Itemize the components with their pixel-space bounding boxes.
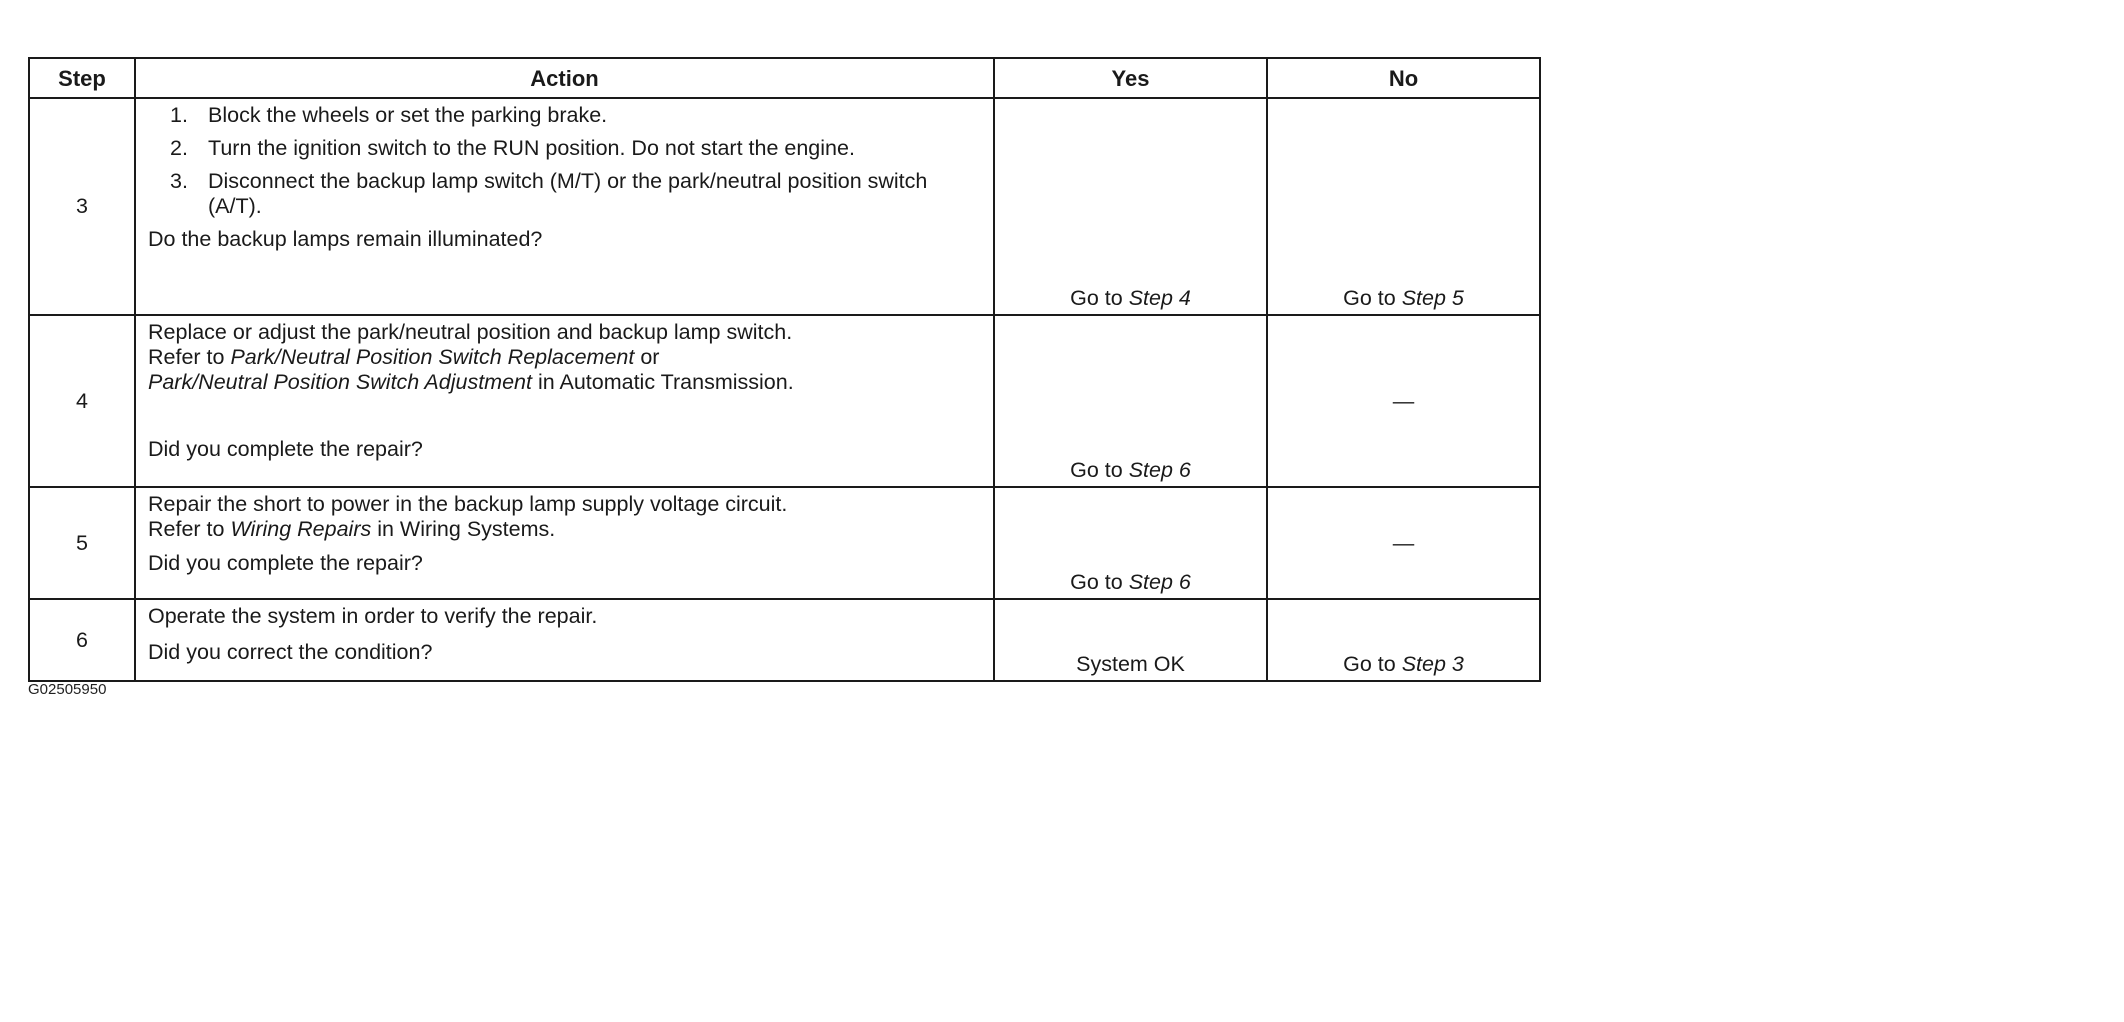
action-cell	[135, 315, 994, 487]
yes-prefix: Go to	[1070, 570, 1129, 594]
header-no: No	[1267, 58, 1540, 98]
yes-cell	[994, 98, 1267, 315]
instruction-text: Turn the ignition switch to the RUN position. Do not start the engine.	[208, 136, 855, 160]
yes-prefix: Go to	[1070, 286, 1129, 310]
table-row-step-6	[29, 599, 1540, 681]
step-number: 5	[29, 487, 135, 599]
step-link[interactable]: Step 6	[1128, 570, 1191, 594]
no-cell: —	[1267, 487, 1540, 599]
step-number: 3	[29, 98, 135, 315]
reference-text	[148, 517, 983, 542]
instruction-item	[170, 136, 983, 161]
instruction-list	[148, 103, 983, 219]
reference-link[interactable]: Park/Neutral Position Switch Replacement	[230, 345, 635, 369]
action-cell	[135, 487, 994, 599]
step-link[interactable]: Step 6	[1128, 458, 1191, 482]
yes-prefix: Go to	[1070, 458, 1129, 482]
instruction-item	[170, 169, 983, 219]
no-cell	[1267, 599, 1540, 681]
yes-cell	[994, 487, 1267, 599]
question-text: Did you correct the condition?	[148, 640, 433, 664]
section-text: in Automatic Transmission.	[531, 370, 794, 394]
question-text: Do the backup lamps remain illuminated?	[148, 227, 543, 251]
action-cell	[135, 599, 994, 681]
instruction-item	[170, 103, 983, 128]
instruction-number: 1.	[170, 103, 188, 127]
question-text: Did you complete the repair?	[148, 551, 423, 575]
step-link[interactable]: Step 3	[1401, 652, 1464, 676]
header-action: Action	[135, 58, 994, 98]
no-cell	[1267, 98, 1540, 315]
instruction-text: Repair the short to power in the backup lamp supply voltage circuit.	[148, 492, 788, 516]
instruction-text: Operate the system in order to verify the repair.	[148, 604, 598, 628]
or-text: or	[634, 345, 660, 369]
table-row-step-5	[29, 487, 1540, 599]
no-cell: —	[1267, 315, 1540, 487]
step-number: 4	[29, 315, 135, 487]
header-yes: Yes	[994, 58, 1267, 98]
table-row-step-4	[29, 315, 1540, 487]
diagnostic-table	[28, 57, 1541, 682]
instruction-text: Disconnect the backup lamp switch (M/T) or the park/neutral position switch (A/T).	[208, 169, 928, 218]
figure-id: G02505950	[28, 681, 107, 698]
header-step: Step	[29, 58, 135, 98]
instruction-number: 2.	[170, 136, 188, 160]
instruction-number: 3.	[170, 169, 188, 193]
step-link[interactable]: Step 5	[1401, 286, 1464, 310]
reference-link[interactable]: Wiring Repairs	[230, 517, 372, 541]
refer-prefix: Refer to	[148, 517, 231, 541]
instruction-text: Replace or adjust the park/neutral position and backup lamp switch.	[148, 320, 793, 344]
step-number: 6	[29, 599, 135, 681]
step-link[interactable]: Step 4	[1128, 286, 1191, 310]
section-text: in Wiring Systems.	[371, 517, 556, 541]
no-prefix: Go to	[1343, 286, 1402, 310]
question-text: Did you complete the repair?	[148, 437, 423, 461]
no-prefix: Go to	[1343, 652, 1402, 676]
reference-link[interactable]: Park/Neutral Position Switch Adjustment	[148, 370, 532, 394]
yes-cell	[994, 315, 1267, 487]
yes-cell: System OK	[994, 599, 1267, 681]
table-row-step-3	[29, 98, 1540, 315]
instruction-text: Block the wheels or set the parking brake.	[208, 103, 608, 127]
reference-text	[148, 345, 983, 395]
refer-prefix: Refer to	[148, 345, 231, 369]
action-cell	[135, 98, 994, 315]
header-row	[29, 58, 1540, 98]
